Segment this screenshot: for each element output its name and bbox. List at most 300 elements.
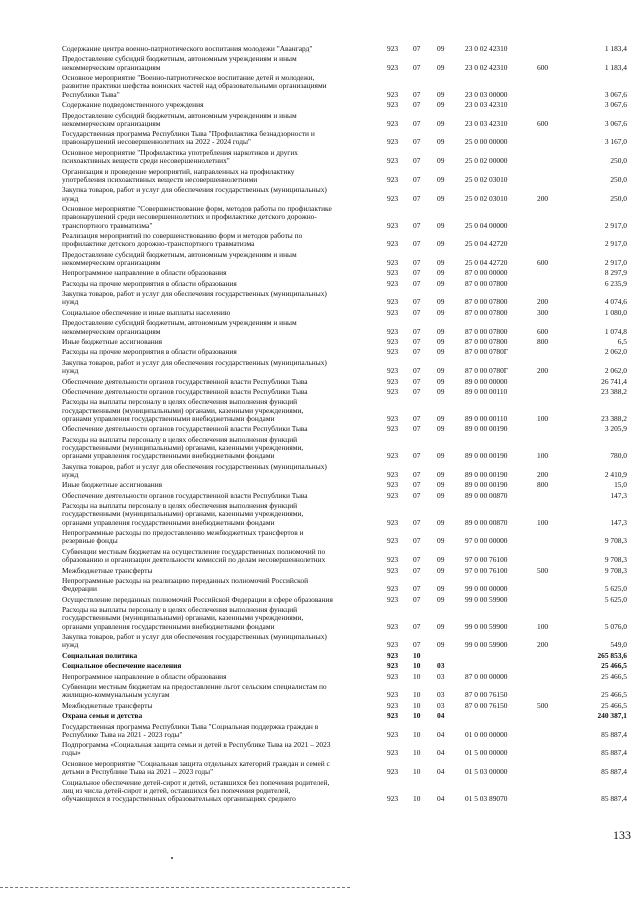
table-row [0, 633, 639, 650]
amount-value: 1 183,4 [604, 62, 627, 72]
target-article-code: 89 0 00 00110 [465, 413, 508, 423]
description-line: Непрограммное направление в области образования [62, 269, 227, 278]
row-description [62, 205, 380, 230]
target-article-code: 97 0 00 76100 [465, 555, 508, 565]
table-row [0, 388, 639, 396]
row-description [62, 378, 380, 386]
description-line: Федерации [62, 585, 97, 594]
description-line: нужд [62, 470, 79, 479]
expense-type-code: 600 [537, 257, 549, 267]
ministry-code: 923 [387, 174, 399, 184]
description-line: годы» [62, 749, 81, 758]
subsection-code: 09 [437, 156, 445, 166]
target-article-code: 25 0 04 42720 [465, 257, 508, 267]
ministry-code: 923 [387, 700, 399, 710]
subsection-code: 09 [437, 220, 445, 230]
target-article-code: 89 0 00 00190 [465, 480, 508, 490]
ministry-code: 923 [387, 555, 399, 565]
table-row [0, 269, 639, 277]
amount-value: 2 917,0 [604, 220, 627, 230]
ministry-code: 923 [387, 347, 399, 357]
description-line: Основное мероприятие "Профилактика употребления наркотиков и других [62, 148, 298, 157]
description-line: Субвенции местным бюджетам на предоставление льгот сельским специалистам по [62, 683, 327, 691]
row-description [62, 481, 380, 489]
description-line: Реализация мероприятий по совершенствованию форм и методов работы по [62, 232, 303, 240]
table-row [0, 101, 639, 109]
target-article-code: 87 0 00 07800 [465, 326, 508, 336]
table-row [0, 436, 639, 461]
ministry-code: 923 [387, 386, 399, 396]
target-article-code: 23 0 02 42310 [465, 44, 508, 53]
row-description [62, 596, 380, 604]
description-line: государственными (муниципальными) органами, казенными учреждениями, [62, 443, 304, 452]
row-description [62, 779, 380, 804]
table-row [0, 425, 639, 433]
target-article-code: 87 0 00 76150 [465, 690, 508, 700]
row-description [62, 723, 380, 740]
description-line: Республики Тыва" [62, 90, 120, 99]
amount-value: 9 708,3 [604, 565, 627, 575]
amount-value: 250,0 [610, 156, 627, 166]
description-line: некоммерческим организациям [62, 119, 161, 128]
target-article-code: 23 0 03 42310 [465, 100, 508, 110]
subsection-code: 03 [437, 661, 445, 671]
amount-value: 2 062,0 [604, 347, 627, 357]
section-code: 07 [413, 257, 421, 267]
subsection-code: 09 [437, 337, 445, 346]
subsection-code: 03 [437, 671, 445, 681]
amount-value: 25 466,5 [601, 690, 627, 700]
subsection-code: 09 [437, 536, 445, 546]
subsection-code: 09 [437, 239, 445, 249]
subsection-code: 09 [437, 100, 445, 110]
table-row [0, 779, 639, 804]
subsection-code: 09 [437, 366, 445, 376]
section-code: 10 [413, 650, 421, 660]
description-line: органами управления государственными внебюджетными фондами [62, 518, 275, 527]
description-line: развитие практики шефства воинских частей над образовательными организациями [62, 82, 327, 91]
table-row [0, 205, 639, 230]
section-code: 07 [413, 268, 421, 278]
table-row [0, 702, 639, 710]
subsection-code: 09 [437, 268, 445, 278]
description-line: нужд [62, 194, 79, 203]
amount-value: 147,3 [610, 490, 627, 500]
description-line: Расходы на выплаты персоналу в целях обеспечения выполнения функций [62, 502, 298, 511]
expense-type-code: 200 [537, 366, 549, 376]
ministry-code: 923 [387, 137, 399, 147]
subsection-code: 09 [437, 89, 445, 99]
target-article-code: 89 0 00 00870 [465, 517, 508, 527]
table-row [0, 529, 639, 546]
table-row [0, 149, 639, 166]
row-description [62, 168, 380, 185]
description-line: нужд [62, 641, 79, 650]
table-row [0, 186, 639, 203]
amount-value: 5 625,0 [604, 594, 627, 604]
description-line: государственными (муниципальными) органами, казенными учреждениями, [62, 614, 304, 623]
expense-type-code: 100 [537, 621, 549, 631]
ministry-code: 923 [387, 89, 399, 99]
section-code: 07 [413, 386, 421, 396]
description-line: правонарушений среди несовершеннолетних и профилактике детского дорожно- [62, 213, 317, 222]
description-line: Основное мероприятие "Совершенствование форм, методов работы по профилактике [62, 205, 332, 213]
target-article-code: 01 5 00 00000 [465, 748, 508, 758]
ministry-code: 923 [387, 100, 399, 110]
ministry-code: 923 [387, 661, 399, 671]
section-code: 07 [413, 193, 421, 203]
amount-value: 250,0 [610, 193, 627, 203]
table-row [0, 652, 639, 660]
table-row [0, 112, 639, 129]
ministry-code: 923 [387, 794, 399, 804]
subsection-code: 09 [437, 584, 445, 594]
target-article-code: 23 0 03 00000 [465, 89, 508, 99]
description-line: органами управления государственными внебюджетными фондами [62, 452, 275, 461]
row-description [62, 55, 380, 72]
ministry-code: 923 [387, 413, 399, 423]
description-line: Иные бюджетные ассигнования [62, 338, 163, 346]
amount-value: 23 388,2 [601, 413, 627, 423]
description-line: Закупка товаров, работ и услуг для обеспечения государственных (муниципальных) [62, 462, 327, 471]
row-description [62, 702, 380, 710]
section-code: 10 [413, 711, 421, 721]
table-row [0, 280, 639, 288]
ministry-code: 923 [387, 44, 399, 53]
row-description [62, 359, 380, 376]
description-line: жилищно-коммунальным услугам [62, 691, 170, 700]
table-row [0, 463, 639, 480]
subsection-code: 09 [437, 555, 445, 565]
subsection-code: 09 [437, 297, 445, 307]
expense-type-code: 200 [537, 297, 549, 307]
description-line: Закупка товаров, работ и услуг для обеспечения государственных (муниципальных) [62, 186, 327, 195]
table-row [0, 398, 639, 423]
row-description [62, 529, 380, 546]
expense-type-code: 200 [537, 640, 549, 650]
subsection-code: 09 [437, 469, 445, 479]
section-code: 10 [413, 690, 421, 700]
ministry-code: 923 [387, 650, 399, 660]
description-line: Обеспечение деятельности органов государственной власти Республики Тыва [62, 387, 308, 396]
description-line: Межбюджетные трансферты [62, 566, 153, 575]
ministry-code: 923 [387, 62, 399, 72]
amount-value: 9 708,3 [604, 555, 627, 565]
ministry-code: 923 [387, 268, 399, 278]
description-line: Непрограммные расходы на реализацию переданных полномочий Российской [62, 577, 309, 585]
row-description [62, 567, 380, 575]
table-row [0, 359, 639, 376]
ministry-code: 923 [387, 536, 399, 546]
section-code: 07 [413, 118, 421, 128]
section-code: 10 [413, 767, 421, 777]
subsection-code: 04 [437, 729, 445, 739]
amount-value: 1 080,0 [604, 307, 627, 317]
section-code: 10 [413, 671, 421, 681]
amount-value: 3 067,6 [604, 118, 627, 128]
target-article-code: 87 0 00 0780Г [465, 366, 509, 376]
target-article-code: 87 0 00 07800 [465, 297, 508, 307]
target-article-code: 89 0 00 00190 [465, 424, 508, 434]
amount-value: 6,5 [617, 337, 627, 346]
description-line: нужд [62, 367, 79, 376]
description-line: Субвенции местным бюджетам на осуществление государственных полномочий по [62, 547, 326, 556]
description-line: нужд [62, 298, 79, 307]
subsection-code: 09 [437, 347, 445, 357]
ministry-code: 923 [387, 748, 399, 758]
row-description [62, 338, 380, 346]
description-line: Предоставление субсидий бюджетным, автономным учреждениям и иным [62, 55, 297, 64]
amount-value: 1 074,8 [604, 326, 627, 336]
target-article-code: 87 0 00 76150 [465, 700, 508, 710]
section-code: 07 [413, 297, 421, 307]
description-line: Расходы на выплаты персоналу в целях обеспечения выполнения функций [62, 606, 298, 615]
section-code: 07 [413, 89, 421, 99]
section-code: 07 [413, 490, 421, 500]
description-line: Содержание центра военно-патриотического воспитания молодежи "Авангард" [62, 45, 313, 53]
subsection-code: 09 [437, 565, 445, 575]
target-article-code: 89 0 00 00190 [465, 469, 508, 479]
ministry-code: 923 [387, 584, 399, 594]
table-row [0, 712, 639, 720]
amount-value: 4 074,6 [604, 297, 627, 307]
row-description [62, 130, 380, 147]
target-article-code: 23 0 02 42310 [465, 62, 508, 72]
ministry-code: 923 [387, 621, 399, 631]
section-code: 07 [413, 451, 421, 461]
amount-value: 2 917,0 [604, 257, 627, 267]
table-row [0, 741, 639, 758]
target-article-code: 01 0 00 00000 [465, 729, 508, 739]
target-article-code: 87 0 00 00000 [465, 671, 508, 681]
row-description [62, 577, 380, 594]
ministry-code: 923 [387, 690, 399, 700]
target-article-code: 01 5 03 00000 [465, 767, 508, 777]
ministry-code: 923 [387, 469, 399, 479]
target-article-code: 25 0 04 00000 [465, 220, 508, 230]
description-line: употребления психоактивных веществ несовершеннолетними [62, 175, 258, 184]
row-description [62, 652, 380, 660]
description-line: Предоставление субсидий бюджетным, автономным учреждениям и иным [62, 111, 297, 120]
table-row [0, 548, 639, 565]
section-code: 07 [413, 326, 421, 336]
ministry-code: 923 [387, 278, 399, 288]
description-line: Республике Тыва на 2021 - 2023 годы" [62, 730, 183, 739]
description-line: органами управления государственными внебюджетными фондами [62, 622, 275, 631]
description-line: Социальное обеспечение и иные выплаты населению [62, 308, 231, 317]
target-article-code: 87 0 00 0780Г [465, 347, 509, 357]
target-article-code: 97 0 00 76100 [465, 565, 508, 575]
subsection-code: 09 [437, 386, 445, 396]
description-line: лиц из числа детей-сирот и детей, оставшихся без попечения родителей, [62, 786, 291, 795]
expense-type-code: 500 [537, 565, 549, 575]
row-description [62, 348, 380, 356]
section-code: 10 [413, 794, 421, 804]
subsection-code: 04 [437, 767, 445, 777]
subsection-code: 09 [437, 640, 445, 650]
section-code: 07 [413, 307, 421, 317]
subsection-code: 09 [437, 490, 445, 500]
section-code: 07 [413, 100, 421, 110]
section-code: 07 [413, 337, 421, 346]
table-row [0, 348, 639, 356]
description-line: государственными (муниципальными) органами, казенными учреждениями, [62, 510, 304, 519]
amount-value: 2 410,9 [604, 469, 627, 479]
ministry-code: 923 [387, 671, 399, 681]
description-line: образованию и организации деятельности комиссий по делам несовершеннолетних [62, 556, 326, 565]
description-line: Расходы на прочие мероприятия в области образования [62, 279, 237, 288]
description-line: Обеспечение деятельности органов государственной власти Республики Тыва [62, 425, 308, 434]
subsection-code: 09 [437, 517, 445, 527]
amount-value: 2 917,0 [604, 239, 627, 249]
description-line: Социальное обеспечение населения [62, 662, 182, 671]
row-description [62, 633, 380, 650]
section-code: 07 [413, 376, 421, 386]
table-row [0, 662, 639, 670]
section-code: 07 [413, 640, 421, 650]
ministry-code: 923 [387, 376, 399, 386]
table-row [0, 492, 639, 500]
description-line: Закупка товаров, работ и услуг для обеспечения государственных (муниципальных) [62, 358, 327, 367]
section-code: 07 [413, 62, 421, 72]
row-description [62, 492, 380, 500]
target-article-code: 23 0 03 42310 [465, 118, 508, 128]
description-line: обучающихся в государственных образовательных организациях среднего [62, 795, 296, 804]
ministry-code: 923 [387, 307, 399, 317]
description-line: транспортного травматизма" [62, 221, 153, 230]
description-line: Закупка товаров, работ и услуг для обеспечения государственных (муниципальных) [62, 290, 327, 299]
amount-value: 85 887,4 [601, 748, 627, 758]
subsection-code: 09 [437, 257, 445, 267]
description-line: Предоставление субсидий бюджетным, автономным учреждениям и иным [62, 319, 297, 328]
amount-value: 3 067,6 [604, 100, 627, 110]
expense-type-code: 500 [537, 700, 549, 710]
expense-type-code: 100 [537, 517, 549, 527]
section-code: 10 [413, 748, 421, 758]
description-line: Расходы на выплаты персоналу в целях обеспечения выполнения функций [62, 435, 298, 444]
description-line: Расходы на выплаты персоналу в целях обеспечения выполнения функций [62, 398, 298, 407]
target-article-code: 25 0 02 03010 [465, 174, 508, 184]
section-code: 07 [413, 594, 421, 604]
subsection-code: 03 [437, 700, 445, 710]
description-line: Государственная программа Республики Тыва "Профилактика безнадзорности и [62, 130, 315, 139]
amount-value: 85 887,4 [601, 767, 627, 777]
row-description [62, 673, 380, 681]
ministry-code: 923 [387, 640, 399, 650]
subsection-code: 09 [437, 278, 445, 288]
row-description [62, 186, 380, 203]
description-line: Непрограммное направление в области образования [62, 672, 227, 681]
table-row [0, 232, 639, 249]
subsection-code: 09 [437, 621, 445, 631]
section-code: 07 [413, 621, 421, 631]
expense-type-code: 300 [537, 307, 549, 317]
amount-value: 3 067,6 [604, 89, 627, 99]
ministry-code: 923 [387, 767, 399, 777]
section-code: 07 [413, 239, 421, 249]
row-description [62, 425, 380, 433]
table-row [0, 481, 639, 489]
ministry-code: 923 [387, 257, 399, 267]
ministry-code: 923 [387, 193, 399, 203]
ministry-code: 923 [387, 118, 399, 128]
target-article-code: 01 5 03 89070 [465, 794, 508, 804]
section-code: 07 [413, 413, 421, 423]
section-code: 07 [413, 555, 421, 565]
description-line: Обеспечение деятельности органов государственной власти Республики Тыва [62, 377, 308, 386]
table-row [0, 309, 639, 317]
amount-value: 240 387,1 [597, 711, 627, 721]
row-description [62, 290, 380, 307]
row-description [62, 683, 380, 700]
description-line: Охрана семьи и детства [62, 712, 143, 721]
description-line: государственными (муниципальными) органами, казенными учреждениями, [62, 406, 304, 415]
amount-value: 780,0 [610, 451, 627, 461]
amount-value: 250,0 [610, 174, 627, 184]
target-article-code: 99 0 00 00000 [465, 584, 508, 594]
row-description [62, 112, 380, 129]
amount-value: 265 853,6 [597, 650, 627, 660]
description-line: профилактике детского дорожно-транспортного травматизма [62, 240, 255, 249]
subsection-code: 04 [437, 794, 445, 804]
ministry-code: 923 [387, 490, 399, 500]
section-code: 10 [413, 700, 421, 710]
target-article-code: 89 0 00 00110 [465, 386, 508, 396]
description-line: детьми в Республике Тыва на 2021 – 2023 годы" [62, 768, 214, 777]
description-line: Подпрограмма «Социальная защита семьи и детей в Республике Тыва на 2021 – 2023 [62, 741, 331, 750]
row-description [62, 309, 380, 317]
description-line: Обеспечение деятельности органов государственной власти Республики Тыва [62, 491, 308, 500]
expense-type-code: 100 [537, 413, 549, 423]
amount-value: 15,0 [614, 480, 627, 490]
row-description [62, 319, 380, 336]
row-description [62, 548, 380, 565]
table-row [0, 130, 639, 147]
section-code: 07 [413, 347, 421, 357]
subsection-code: 09 [437, 413, 445, 423]
amount-value: 23 388,2 [601, 386, 627, 396]
ministry-code: 923 [387, 366, 399, 376]
description-line: правонарушений несовершеннолетних на 2022 - 2024 годы" [62, 138, 251, 147]
description-line: Основное мероприятие "Социальная защита отдельных категорий граждан и семей с [62, 759, 330, 768]
bottom-rule [0, 887, 350, 888]
ministry-code: 923 [387, 451, 399, 461]
row-description [62, 280, 380, 288]
subsection-code: 04 [437, 711, 445, 721]
expense-type-code: 200 [537, 193, 549, 203]
description-line: Организация и проведение мероприятий, направленных на профилактику [62, 167, 295, 176]
table-row [0, 251, 639, 268]
table-row [0, 577, 639, 594]
amount-value: 5 076,0 [604, 621, 627, 631]
target-article-code: 87 0 00 07800 [465, 337, 508, 346]
row-description [62, 712, 380, 720]
target-article-code: 97 0 00 00000 [465, 536, 508, 546]
expense-type-code: 600 [537, 62, 549, 72]
amount-value: 1 183,4 [604, 44, 627, 53]
description-line: Межбюджетные трансферты [62, 701, 153, 710]
description-line: резервные фонды [62, 537, 118, 546]
amount-value: 85 887,4 [601, 794, 627, 804]
subsection-code: 09 [437, 193, 445, 203]
row-description [62, 463, 380, 480]
target-article-code: 25 0 04 42720 [465, 239, 508, 249]
subsection-code: 04 [437, 748, 445, 758]
table-row [0, 338, 639, 346]
table-row [0, 378, 639, 386]
section-code: 07 [413, 137, 421, 147]
section-code: 07 [413, 565, 421, 575]
